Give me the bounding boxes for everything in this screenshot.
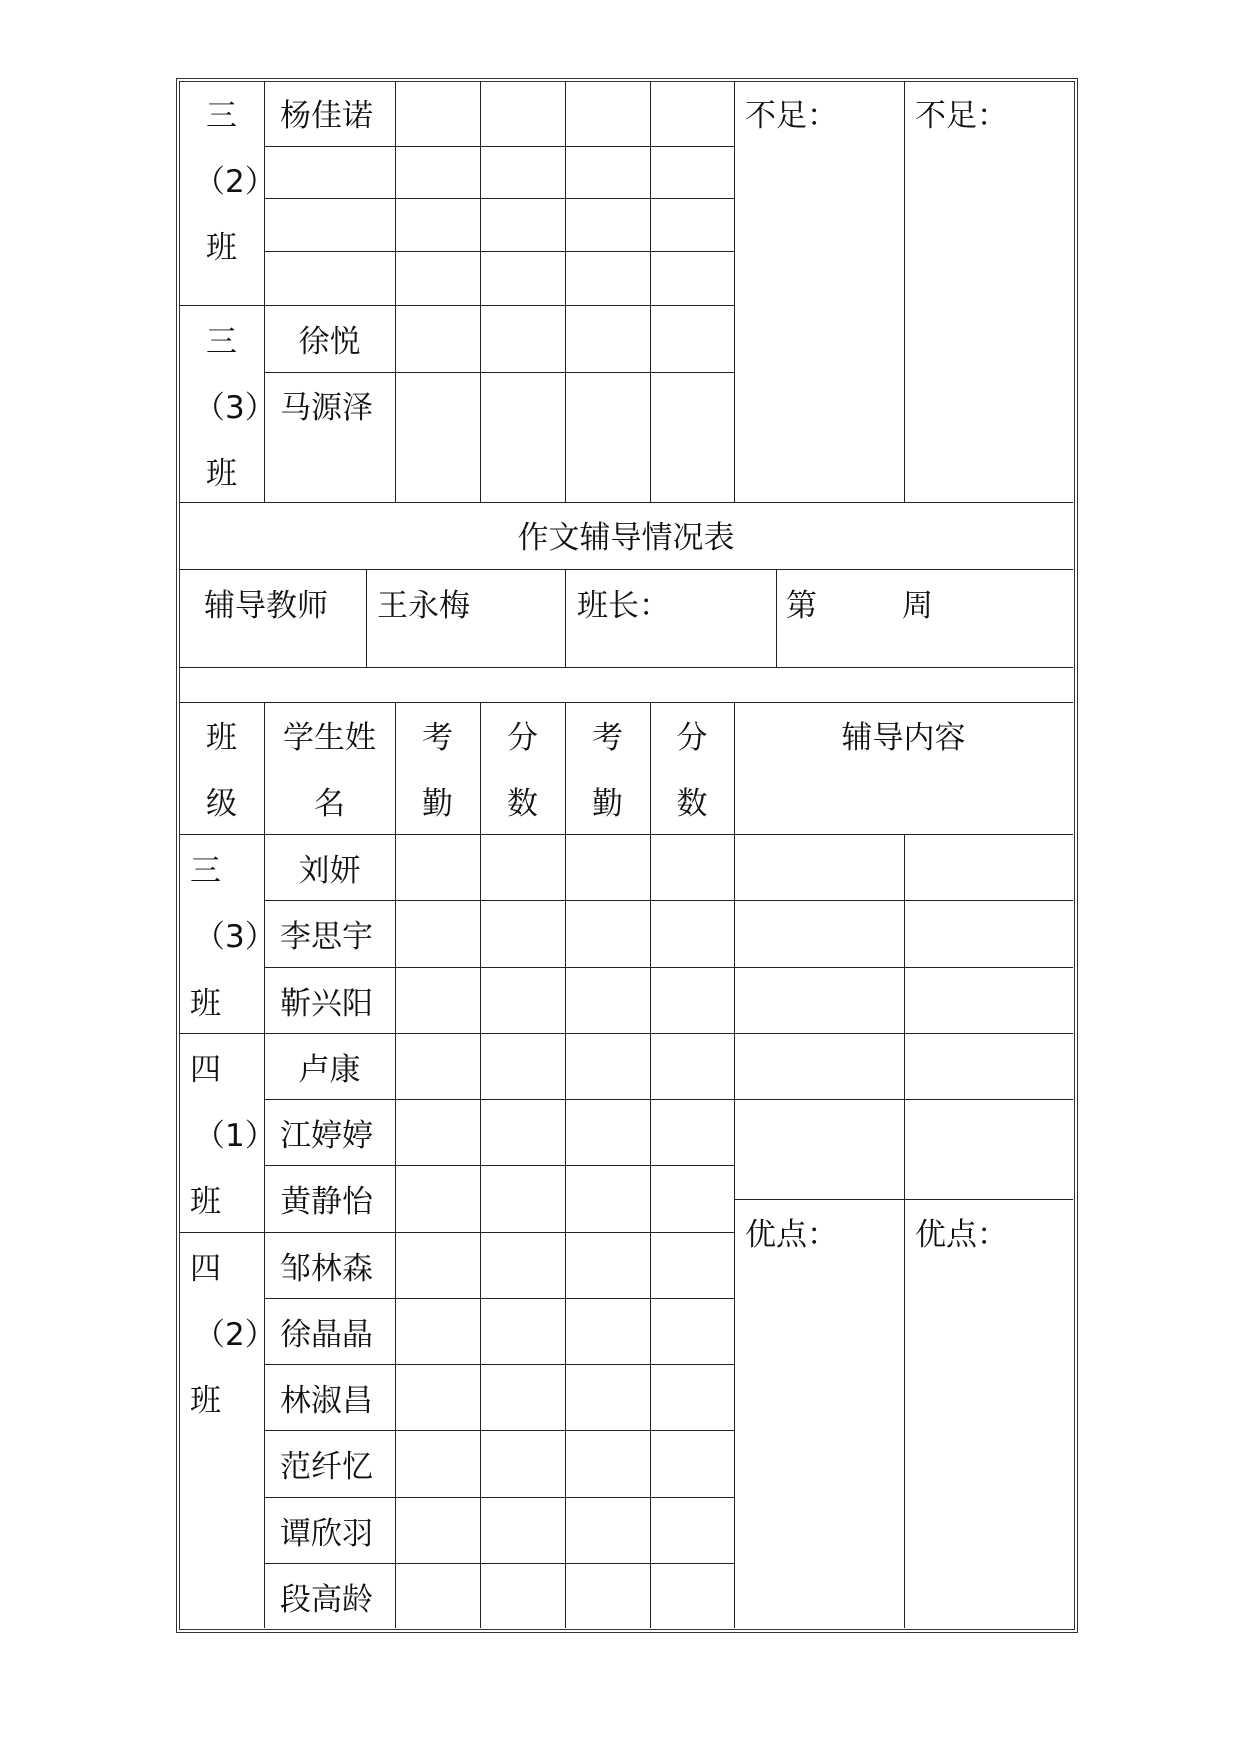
class-label-char: 三 <box>206 324 237 360</box>
grid-line <box>904 834 905 1628</box>
grid-line <box>565 569 566 667</box>
class-label-char: 班 <box>206 456 237 492</box>
grid-line <box>179 502 1073 503</box>
weakness-label: 不足： <box>915 98 1008 134</box>
teacher-name: 王永梅 <box>377 588 470 624</box>
student-name: 段高龄 <box>280 1582 373 1618</box>
student-name: 卢康 <box>298 1052 361 1088</box>
class-label-char: （2） <box>194 164 276 200</box>
week-suffix: 周 <box>902 588 933 624</box>
header-class: 级 <box>206 786 237 822</box>
grid-line <box>366 569 367 667</box>
grid-line <box>650 81 651 502</box>
grid-line <box>264 1563 734 1564</box>
header-score: 分 <box>507 720 538 756</box>
class-label-char: 班 <box>190 1383 221 1419</box>
grid-line <box>395 81 396 502</box>
header-class: 班 <box>206 720 237 756</box>
class-label-char: 三 <box>206 98 237 134</box>
header-score: 数 <box>676 786 708 822</box>
student-name: 谭欣羽 <box>280 1516 373 1552</box>
monitor-label: 班长： <box>577 588 670 624</box>
header-attendance: 勤 <box>422 786 453 822</box>
grid-line <box>264 900 734 901</box>
header-student-name: 名 <box>314 786 345 822</box>
class-label-char: 班 <box>190 986 221 1022</box>
header-score: 数 <box>507 786 538 822</box>
grid-line <box>179 702 1073 703</box>
student-name: 靳兴阳 <box>280 986 373 1022</box>
strength-label: 优点： <box>915 1217 1008 1253</box>
grid-line <box>734 81 735 502</box>
student-name: 李思宇 <box>280 919 373 955</box>
week-prefix: 第 <box>786 588 817 624</box>
header-attendance: 考 <box>422 720 453 756</box>
header-score: 分 <box>676 720 708 756</box>
grid-line <box>480 81 481 502</box>
grid-line <box>480 834 481 1628</box>
grid-line <box>264 81 265 502</box>
class-label-char: 三 <box>190 853 221 889</box>
strength-label: 优点： <box>745 1217 838 1253</box>
student-name: 马源泽 <box>280 390 373 426</box>
grid-line <box>264 146 734 147</box>
student-name: 徐晶晶 <box>280 1317 373 1353</box>
grid-line <box>264 1298 734 1299</box>
grid-line <box>179 667 1073 668</box>
grid-line <box>904 81 905 502</box>
grid-line <box>565 834 566 1628</box>
grid-line <box>650 834 651 1628</box>
student-name: 杨佳诺 <box>280 98 373 134</box>
student-name: 江婷婷 <box>280 1118 373 1154</box>
grid-line <box>264 198 734 199</box>
student-name: 林淑昌 <box>280 1383 373 1419</box>
header-attendance: 考 <box>592 720 623 756</box>
grid-line <box>565 81 566 502</box>
student-name: 邹林森 <box>280 1251 373 1287</box>
class-label-char: 班 <box>206 230 237 266</box>
student-name: 范纤忆 <box>280 1449 373 1485</box>
grid-line <box>264 1497 734 1498</box>
class-label-char: （2） <box>194 1317 276 1353</box>
class-label-char: （3） <box>194 390 276 426</box>
grid-line <box>264 1364 734 1365</box>
student-name: 徐悦 <box>298 324 361 360</box>
header-student-name: 学生姓 <box>283 720 376 756</box>
grid-line <box>264 1099 734 1100</box>
class-label-char: 班 <box>190 1184 221 1220</box>
class-label-char: （1） <box>194 1118 276 1154</box>
weakness-label: 不足： <box>745 98 838 134</box>
grid-line <box>264 372 734 373</box>
header-attendance: 勤 <box>592 786 623 822</box>
class-label-char: （3） <box>194 919 276 955</box>
grid-line <box>264 1165 734 1166</box>
form-title: 作文辅导情况表 <box>517 520 735 556</box>
header-tutoring-content: 辅导内容 <box>841 720 966 756</box>
student-name: 刘妍 <box>298 853 361 889</box>
grid-line <box>264 251 734 252</box>
grid-line <box>395 834 396 1628</box>
student-name: 黄静怡 <box>280 1184 373 1220</box>
teacher-label: 辅导教师 <box>204 588 328 624</box>
grid-line <box>264 1430 734 1431</box>
class-label-char: 四 <box>190 1251 221 1287</box>
grid-line <box>776 569 777 667</box>
class-label-char: 四 <box>190 1052 221 1088</box>
grid-line <box>264 967 734 968</box>
grid-line <box>179 834 1073 835</box>
grid-line <box>734 834 735 1628</box>
grid-line <box>179 569 1073 570</box>
